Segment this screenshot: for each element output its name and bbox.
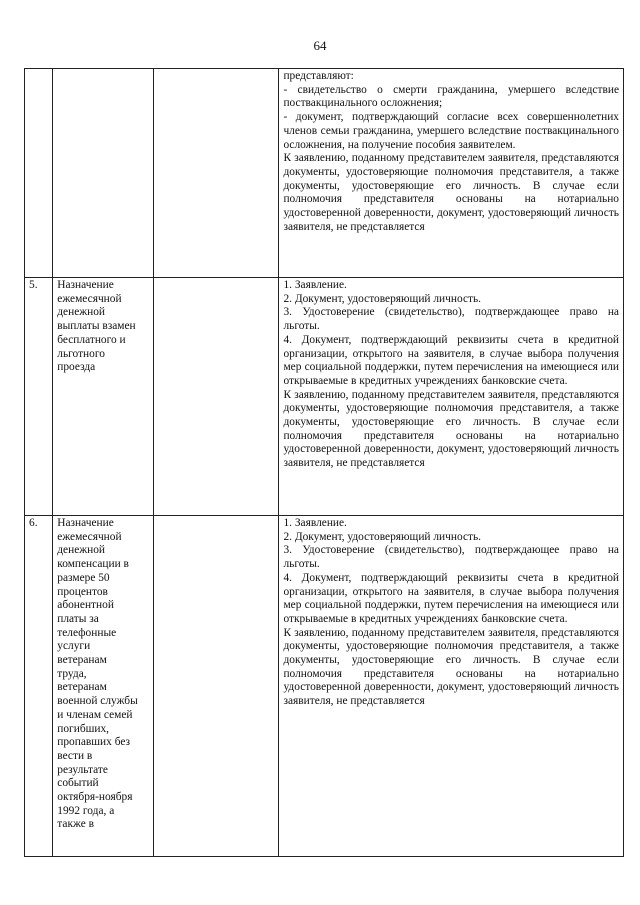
service-name-line: компенсации в: [57, 558, 129, 571]
table-body: [25, 69, 624, 857]
requirement-paragraph: 4. Документ, подтверждающий реквизиты счета в кредитной организации, открытого на заявителя, в случае выбора получения мер социальной поддержки, путем перечисления на имеющиеся или открываемые в кредитных учреждениях банковские счета.: [283, 571, 619, 625]
service-name-line: телефонные: [57, 626, 117, 639]
service-name-line: пропавших без: [57, 736, 131, 749]
required-documents-cell: [279, 278, 624, 516]
empty-cell: [153, 516, 279, 857]
service-name-line: платы за: [57, 612, 99, 625]
requirement-paragraph: 1. Заявление.: [283, 517, 347, 529]
requirement-paragraph: 3. Удостоверение (свидетельство), подтверждающее право на льготы.: [283, 544, 619, 571]
service-name-line: военной службы: [57, 695, 138, 708]
service-name-line: событий: [57, 777, 99, 790]
requirement-paragraph: К заявлению, поданному представителем заявителя, представляются документы, удостоверяющие полномочия представителя, а также документы, удостоверяющие его личность. В случае если полномочия представителя основаны на нотариально удостоверенной доверенности, документ, удостоверяющий личность заявителя, не представляется: [283, 626, 619, 708]
service-name-line: ветеранам: [57, 654, 107, 667]
service-name-line: также в: [57, 818, 94, 831]
service-name-line: ветеранам: [57, 681, 107, 694]
requirement-paragraph: 3. Удостоверение (свидетельство), подтверждающее право на льготы.: [283, 306, 619, 333]
service-name-line: Назначение: [57, 279, 114, 291]
row-number: [25, 69, 53, 278]
service-name-line: результате: [57, 763, 108, 776]
requirement-paragraph: 1. Заявление.: [283, 279, 347, 291]
service-name-line: проезда: [57, 361, 96, 374]
requirement-paragraph: 2. Документ, удостоверяющий личность.: [283, 292, 482, 305]
service-name-line: денежной: [57, 544, 106, 557]
service-name-line: Назначение: [57, 517, 114, 529]
required-documents-cell: [279, 516, 624, 857]
service-name-line: вести в: [57, 749, 93, 762]
row-number: 5.: [25, 278, 53, 516]
service-name-line: абонентной: [57, 599, 114, 612]
service-name-line: ежемесячной: [57, 292, 122, 305]
service-name-line: процентов: [57, 585, 108, 598]
table-row: [25, 69, 624, 278]
service-name-line: ежемесячной: [57, 530, 122, 543]
table-row: [25, 516, 624, 857]
table-row: [25, 278, 624, 516]
requirement-paragraph: представляют:: [283, 70, 354, 82]
required-documents-cell: [279, 69, 624, 278]
requirement-paragraph: 4. Документ, подтверждающий реквизиты счета в кредитной организации, открытого на заявителя, в случае выбора получения мер социальной поддержки, путем перечисления на имеющиеся или открываемые в кредитных учреждениях банковские счета.: [283, 333, 619, 387]
requirement-paragraph: - свидетельство о смерти гражданина, умершего вследствие поствакцинального осложнения;: [283, 83, 619, 110]
page-number: 64: [313, 38, 327, 53]
service-name-line: выплаты взамен: [57, 320, 136, 333]
empty-cell: [153, 69, 279, 278]
service-name-cell: [53, 516, 154, 857]
service-name-line: и членам семей: [57, 708, 133, 721]
service-name-line: 1992 года, а: [57, 804, 115, 817]
requirement-paragraph: 2. Документ, удостоверяющий личность.: [283, 530, 482, 543]
service-name-line: услуги: [57, 640, 91, 653]
requirement-paragraph: К заявлению, поданному представителем заявителя, представляются документы, удостоверяющие полномочия представителя, а также документы, удостоверяющие его личность. В случае если полномочия представителя основаны на нотариально удостоверенной доверенности, документ, удостоверяющий личность заявителя, не представляется: [283, 152, 619, 233]
requirement-paragraph: К заявлению, поданному представителем заявителя, представляются документы, удостоверяющие полномочия представителя, а также документы, удостоверяющие его личность. В случае если полномочия представителя основаны на нотариально удостоверенной доверенности, документ, удостоверяющий личность заявителя, не представляется: [283, 388, 619, 470]
service-name-line: труда,: [57, 667, 87, 680]
service-name-line: денежной: [57, 306, 106, 319]
service-name-line: размере 50: [57, 571, 110, 584]
service-name-line: погибших,: [57, 722, 110, 735]
service-name-line: льготного: [57, 347, 105, 360]
service-name-line: бесплатного и: [57, 333, 126, 346]
service-name-line: октября-ноября: [57, 791, 133, 804]
services-table: [24, 68, 624, 857]
requirement-paragraph: - документ, подтверждающий согласие всех совершеннолетних членов семьи гражданина, умершего вследствие поствакцинального осложнения, на получение пособия заявителем.: [283, 111, 619, 151]
empty-cell: [153, 278, 279, 516]
row-number: 6.: [25, 516, 53, 857]
service-name-cell: [53, 69, 154, 278]
service-name-cell: [53, 278, 154, 516]
